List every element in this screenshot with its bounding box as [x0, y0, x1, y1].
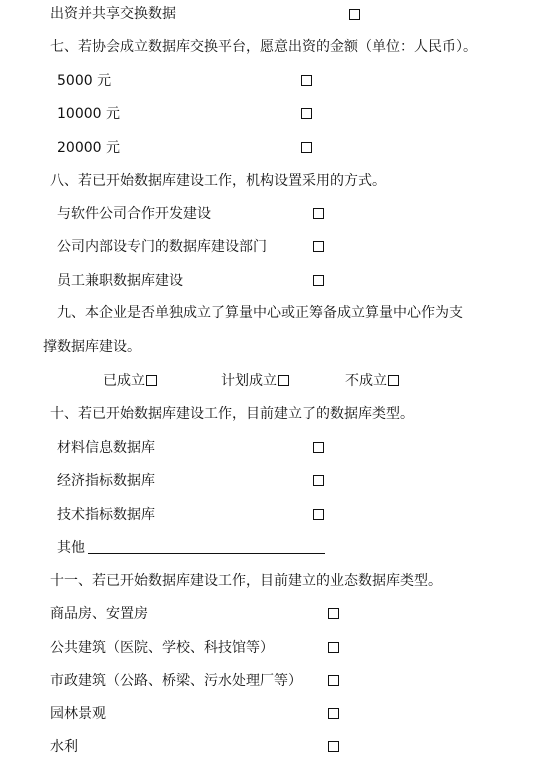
- share-data-checkbox[interactable]: [349, 9, 360, 20]
- q9-option-planned-label: 计划成立: [221, 373, 277, 389]
- q11-option-public-building-label: 公共建筑（医院、学校、科技馆等）: [50, 640, 274, 656]
- q8-option-software-company-label: 与软件公司合作开发建设: [57, 206, 211, 222]
- q9-question-line2: 撑数据库建设。: [43, 339, 141, 355]
- q10-option-technical-checkbox[interactable]: [313, 509, 324, 520]
- q8-option-software-company-checkbox[interactable]: [313, 208, 324, 219]
- q7-option-5000-label: 5000 元: [57, 73, 112, 89]
- q7-option-5000-checkbox[interactable]: [301, 75, 312, 86]
- q10-option-material-checkbox[interactable]: [313, 442, 324, 453]
- q8-option-internal-department-label: 公司内部设专门的数据库建设部门: [57, 239, 267, 255]
- q8-question: 八、若已开始数据库建设工作，机构设置采用的方式。: [50, 173, 386, 189]
- q10-option-economic-label: 经济指标数据库: [57, 473, 155, 489]
- q9-option-not-established[interactable]: [345, 372, 399, 390]
- q11-option-landscape-label: 园林景观: [50, 706, 106, 722]
- q9-option-established-label: 已成立: [103, 373, 145, 389]
- q7-option-10000-label: 10000 元: [57, 106, 120, 122]
- q7-option-20000-label: 20000 元: [57, 140, 120, 156]
- q10-option-material-label: 材料信息数据库: [57, 440, 155, 456]
- q9-option-not-established-label: 不成立: [345, 373, 387, 389]
- q10-other-input-line[interactable]: [88, 553, 325, 554]
- q11-option-public-building-checkbox[interactable]: [328, 642, 339, 653]
- q8-option-part-time-label: 员工兼职数据库建设: [57, 273, 183, 289]
- q9-question-line1: 九、本企业是否单独成立了算量中心或正筹备成立算量中心作为支: [57, 305, 463, 321]
- q11-option-landscape-checkbox[interactable]: [328, 708, 339, 719]
- q10-option-economic-checkbox[interactable]: [313, 475, 324, 486]
- q11-option-water-conservancy-label: 水利: [50, 739, 78, 755]
- q9-option-planned[interactable]: [221, 372, 289, 390]
- q11-question: 十一、若已开始数据库建设工作，目前建立的业态数据库类型。: [50, 573, 442, 589]
- q7-option-20000-checkbox[interactable]: [301, 142, 312, 153]
- q9-option-established-checkbox[interactable]: [146, 375, 157, 386]
- q11-option-housing-checkbox[interactable]: [328, 608, 339, 619]
- q11-option-municipal-label: 市政建筑（公路、桥梁、污水处理厂等）: [50, 673, 302, 689]
- share-data-option-label: 出资并共享交换数据: [50, 6, 176, 22]
- q7-option-10000-checkbox[interactable]: [301, 108, 312, 119]
- q9-option-established[interactable]: [103, 372, 157, 390]
- q11-option-water-conservancy-checkbox[interactable]: [328, 741, 339, 752]
- q7-question: 七、若协会成立数据库交换平台，愿意出资的金额（单位：人民币）。: [50, 39, 477, 55]
- q11-option-municipal-checkbox[interactable]: [328, 675, 339, 686]
- q11-option-housing-label: 商品房、安置房: [50, 606, 148, 622]
- q9-option-not-established-checkbox[interactable]: [388, 375, 399, 386]
- q10-question: 十、若已开始数据库建设工作，目前建立了的数据库类型。: [50, 406, 414, 422]
- q8-option-internal-department-checkbox[interactable]: [313, 241, 324, 252]
- q10-option-technical-label: 技术指标数据库: [57, 507, 155, 523]
- q10-other-label: 其他: [57, 540, 85, 556]
- q8-option-part-time-checkbox[interactable]: [313, 275, 324, 286]
- q9-option-planned-checkbox[interactable]: [278, 375, 289, 386]
